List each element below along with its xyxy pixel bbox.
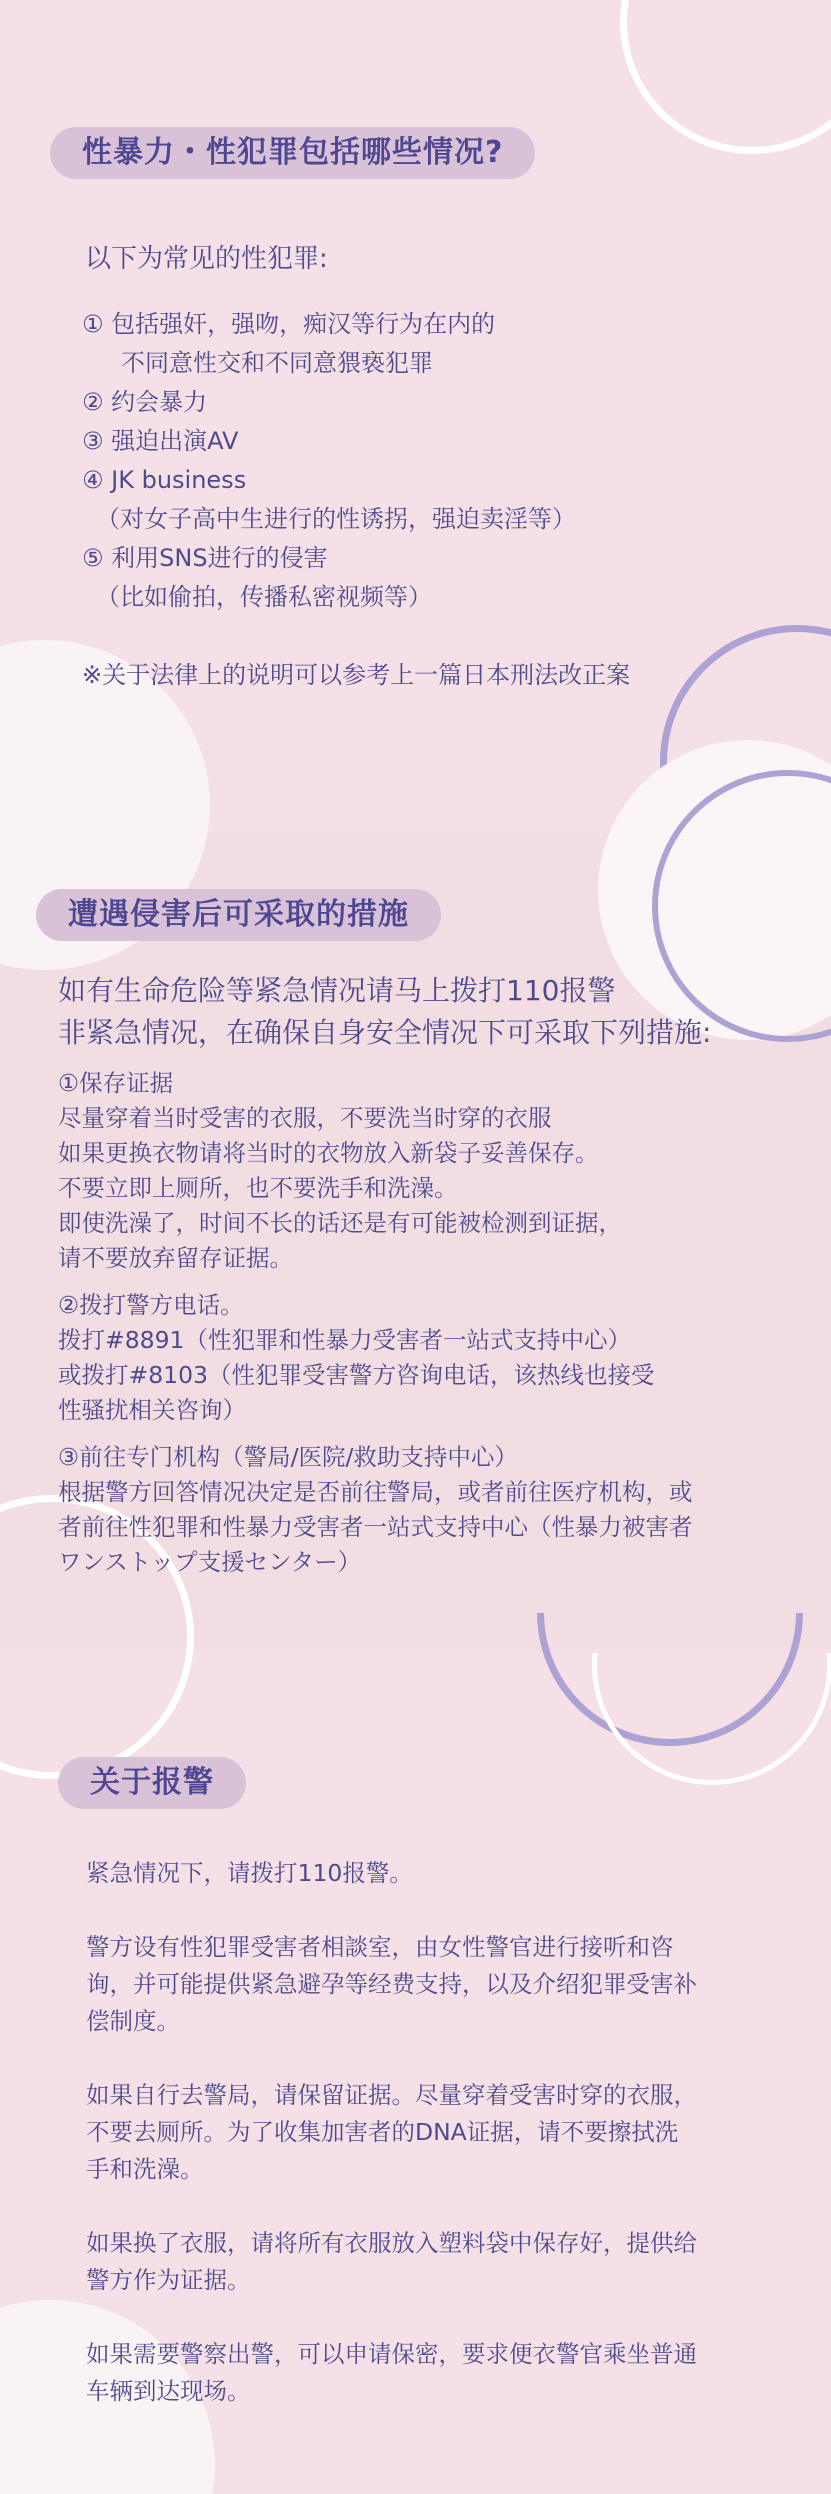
section2-title: 遭遇侵害后可采取的措施	[36, 889, 441, 941]
step2-line: 拨打#8891（性犯罪和性暴力受害者一站式支持中心）	[58, 1326, 631, 1354]
step2-line: 性骚扰相关咨询）	[58, 1396, 246, 1424]
non-emergency-line: 非紧急情况，在确保自身安全情况下可采取下列措施:	[58, 1016, 712, 1049]
step1-title: ①保存证据	[58, 1069, 174, 1097]
paragraph-line: 车辆到达现场。	[86, 2377, 251, 2405]
paragraph-line: 紧急情况下，请拨打110报警。	[86, 1859, 413, 1887]
list-item: （比如偷拍，传播私密视频等）	[96, 583, 432, 611]
step3-title: ③前往专门机构（警局/医院/救助支持中心）	[58, 1443, 518, 1471]
step2-line: 或拨打#8103（性犯罪受害警方咨询电话，该热线也接受	[58, 1361, 655, 1389]
step3-line: 根据警方回答情况决定是否前往警局，或者前往医疗机构，或	[58, 1478, 693, 1506]
section1-title: 性暴力・性犯罪包括哪些情况?	[50, 127, 535, 179]
paragraph-line: 偿制度。	[86, 2007, 180, 2035]
step1-line: 如果更换衣物请将当时的衣物放入新袋子妥善保存。	[58, 1139, 599, 1167]
paragraph-line: 手和洗澡。	[86, 2155, 204, 2183]
section1-intro: 以下为常见的性犯罪:	[85, 244, 328, 274]
step3-line: 者前往性犯罪和性暴力受害者一站式支持中心（性暴力被害者	[58, 1513, 693, 1541]
section3-content	[86, 1855, 697, 2410]
step2-title: ②拨打警方电话。	[58, 1291, 244, 1319]
paragraph-line: 询，并可能提供紧急避孕等经费支持，以及介绍犯罪受害补	[86, 1970, 697, 1998]
section1-note: ※关于法律上的说明可以参考上一篇日本刑法改正案	[82, 661, 631, 689]
paragraph-line: 如果需要警察出警，可以申请保密，要求便衣警官乘坐普通	[86, 2340, 697, 2368]
step3-line: ワンストップ支援センター）	[58, 1548, 362, 1576]
step1-line: 不要立即上厕所，也不要洗手和洗澡。	[58, 1174, 458, 1202]
section2-content	[58, 970, 711, 1580]
paragraph-line: 警方作为证据。	[86, 2266, 251, 2294]
list-item: ② 约会暴力	[82, 388, 208, 416]
paragraph-line: 不要去厕所。为了收集加害者的DNA证据，请不要擦拭洗	[86, 2118, 679, 2146]
list-item: ⑤ 利用SNS进行的侵害	[82, 544, 328, 572]
paragraph-line: 警方设有性犯罪受害者相談室，由女性警官进行接听和咨	[86, 1933, 674, 1961]
emergency-line: 如有生命危险等紧急情况请马上拨打110报警	[58, 974, 616, 1007]
paragraph-line: 如果换了衣服，请将所有衣服放入塑料袋中保存好，提供给	[86, 2229, 697, 2257]
step1-line: 即使洗澡了，时间不长的话还是有可能被检测到证据，	[58, 1209, 622, 1237]
step1-line: 尽量穿着当时受害的衣服，不要洗当时穿的衣服	[58, 1104, 552, 1132]
paragraph-line: 如果自行去警局，请保留证据。尽量穿着受害时穿的衣服，	[86, 2081, 697, 2109]
list-item: ③ 强迫出演AV	[82, 427, 239, 455]
section1-list	[82, 305, 576, 617]
section3-title: 关于报警	[58, 1757, 246, 1809]
list-item: （对女子高中生进行的性诱拐，强迫卖淫等）	[96, 505, 576, 533]
list-item: ① 包括强奸，强吻，痴汉等行为在内的	[82, 310, 496, 338]
step1-line: 请不要放弃留存证据。	[58, 1244, 293, 1272]
list-item: 不同意性交和不同意猥亵犯罪	[121, 349, 433, 377]
list-item: ④ JK business	[82, 466, 247, 494]
